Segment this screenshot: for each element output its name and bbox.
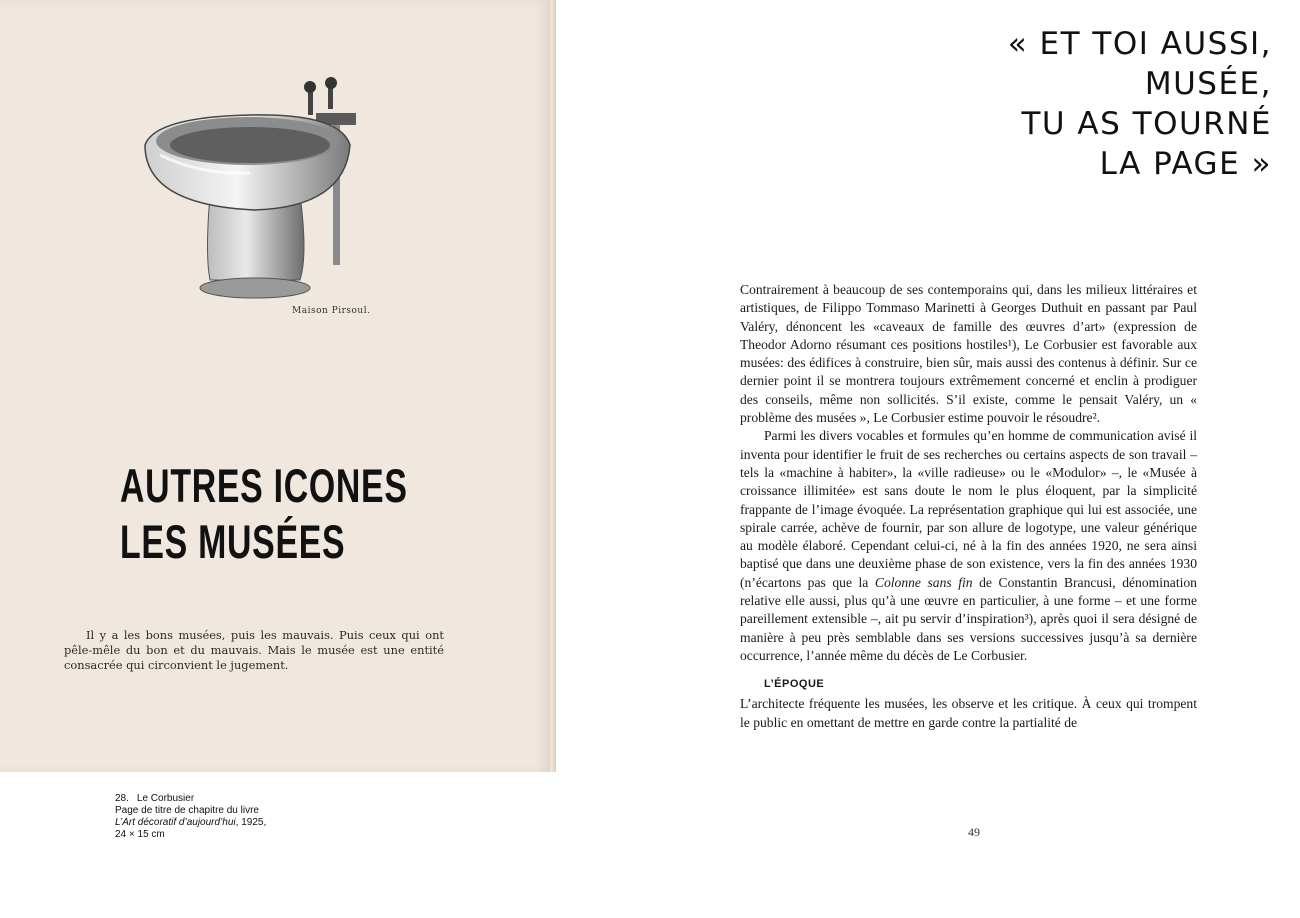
paragraph-2-part-2: de Constantin Brancusi, dénomination relative elle aussi, plus qu’à une œuvre en particulier, à une forme – et une forme pareillement extensible –, ait pu servir d’inspiration³), après quoi il sera désigné de manière à peu près semblable dans ses versions successives jusqu’à sa dernière occurrence, l’année même du décès de Le Corbusier.: [740, 574, 1197, 663]
book-page-text: Il y a les bons musées, puis les mauvais. Puis ceux qui ont pêle-mêle du bon et du mauvais. Mais le musée est une entité consacrée qui circonvient le jugement.: [64, 628, 444, 672]
figure-author: Le Corbusier: [136, 793, 195, 804]
essay-title-line-3: TU AS TOURNÉ: [1021, 106, 1272, 142]
chapter-title-line-1: AUTRES ICONES: [120, 459, 408, 512]
figure-dimensions: 24 × 15 cm: [115, 829, 165, 840]
essay-title: [1008, 24, 1272, 184]
essay-title-line-4: LA PAGE »: [1099, 146, 1272, 182]
figure-book-title: L’Art décoratif d’aujourd’hui: [115, 817, 236, 828]
paragraph-2-italic-title: Colonne sans fin: [874, 574, 973, 590]
figure-caption-line-3: [115, 817, 315, 829]
paragraph-2: [740, 427, 1197, 665]
paragraph-3: L’architecte fréquente les musées, les observe et les critique. À ceux qui trompent le public en omettant de mettre en garde contre la partialité de: [740, 696, 1197, 730]
chapter-title: [120, 458, 408, 570]
essay-body: [740, 281, 1197, 732]
section-heading: L’ÉPOQUE: [764, 678, 825, 691]
figure-year: , 1925,: [235, 817, 267, 828]
essay-title-line-2: MUSÉE,: [1144, 66, 1272, 102]
bidet-illustration: [140, 75, 365, 320]
page-number: 49: [968, 825, 980, 839]
paragraph-2-part-1: Parmi les divers vocables et formules qu’en homme de communication avisé il inventa pour identifier le fruit de ses recherches ou certains aspects de son travail – tels la «machine à habiter», la «ville radieuse» ou le «Modulor» –, le «Musée à croissance illimitée» est sans doute le nom le plus éloquent, par la simplicité frappante de l’image évoquée. La représentation graphique qui lui est associée, une spirale carrée, achève de fournir, par son allure de logotype, une valeur générique au modèle élaboré. Cependant celui-ci, né à la fin des années 1920, ne sera ainsi baptisé que dans une deuxième phase de son existence, vers la fin des années 1930 (n’écartons pas que la: [740, 428, 1197, 590]
figure-number: 28.: [115, 793, 129, 804]
chapter-title-line-2: LES MUSÉES: [120, 515, 346, 568]
book-page-edge: [548, 0, 556, 772]
illustration-caption: Maison Pirsoul.: [292, 306, 371, 316]
paragraph-1: Contrairement à beaucoup de ses contemporains qui, dans les milieux littéraires et artistiques, de Filippo Tommaso Marinetti à Georges Duthuit en passant par Paul Valéry, dénoncent les «caveaux de famille des œuvres d’art» (expression de Theodor Adorno résumant ces positions hostiles¹), Le Corbusier est favorable aux musées: des édifices à construire, bien sûr, mais aussi des contenus à définir. Sur ce dernier point il se montrera toujours extrêmement concerné et enclin à prodiguer des conseils, même non sollicités. S’il existe, comme le pensait Valéry, un « problème des musées », Le Corbusier estime pouvoir le résoudre².: [740, 282, 1197, 426]
essay-title-line-1: « ET TOI AUSSI,: [1007, 26, 1272, 62]
figure-caption-line-2: Page de titre de chapitre du livre: [115, 805, 259, 816]
book-page-photo: [0, 0, 548, 772]
figure-caption: [115, 793, 315, 841]
